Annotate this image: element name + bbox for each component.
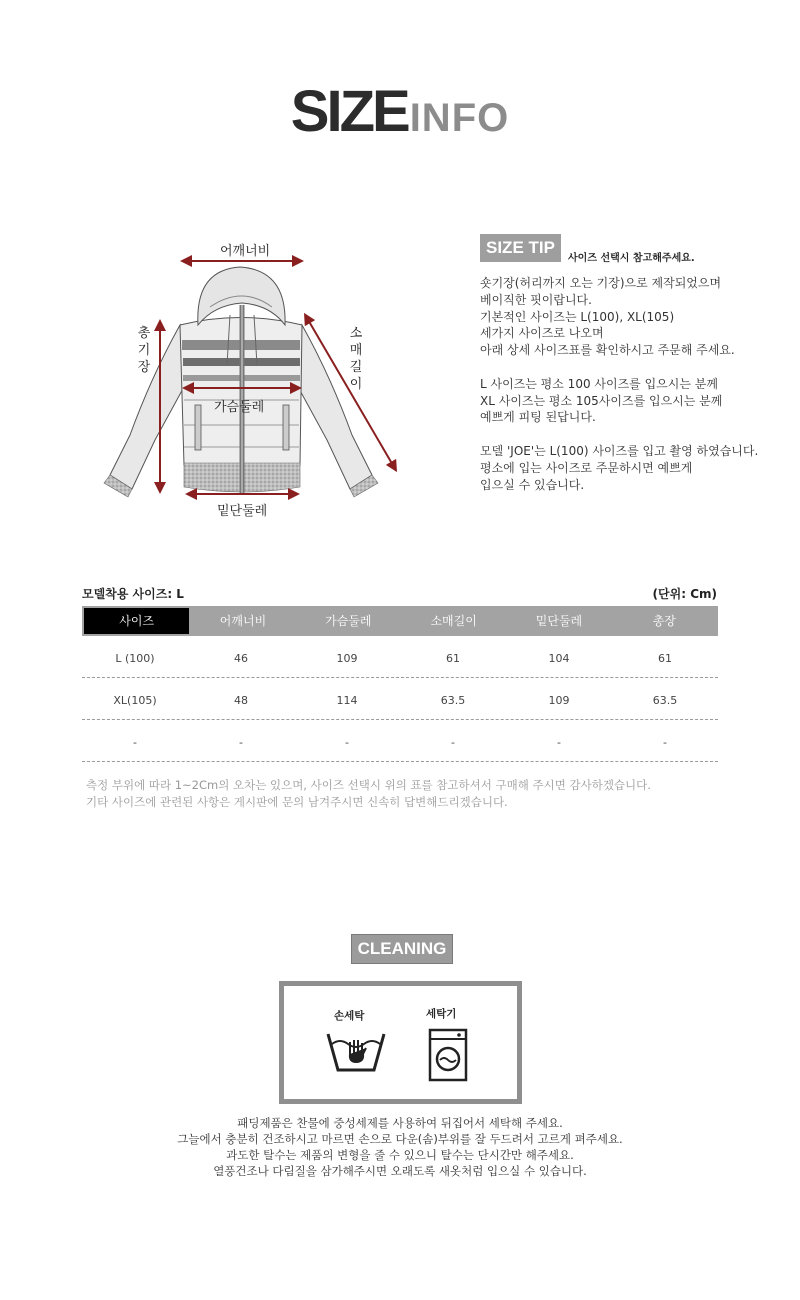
size-tip-subtitle: 사이즈 선택시 참고해주세요. bbox=[568, 253, 695, 264]
cleaning-badge: CLEANING bbox=[351, 934, 453, 964]
table-cell: 48 bbox=[234, 694, 248, 707]
table-cell: 109 bbox=[336, 652, 358, 665]
table-row bbox=[82, 720, 718, 762]
label-hem: 밑단둘레 bbox=[217, 504, 268, 519]
tip-paragraph bbox=[480, 376, 780, 426]
table-cell: XL(105) bbox=[113, 694, 157, 707]
label-chest: 가슴둘레 bbox=[214, 400, 265, 415]
label-total-length: 총 기 장 bbox=[137, 326, 151, 375]
washing-machine-icon bbox=[428, 1028, 468, 1082]
table-cell: 114 bbox=[336, 694, 358, 707]
tip-line: 평소에 입는 사이즈로 주문하시면 예쁘게 bbox=[480, 460, 693, 475]
table-cell: L (100) bbox=[115, 652, 155, 665]
note-line: 측정 부위에 따라 1~2Cm의 오차는 있으며, 사이즈 선택시 위의 표를 참고하셔서 구매해 주시면 감사하겠습니다. bbox=[86, 778, 651, 792]
table-row bbox=[82, 636, 718, 678]
care-line: 그늘에서 충분히 건조하시고 마르면 손으로 다운(솜)부위를 잘 두드려서 고르게 펴주세요. bbox=[177, 1132, 623, 1146]
tip-paragraph bbox=[480, 275, 780, 359]
hand-wash-icon bbox=[326, 1030, 386, 1078]
table-cell: - bbox=[451, 736, 455, 749]
table-cell: 61 bbox=[658, 652, 672, 665]
header-cell: 어깨너비 bbox=[219, 614, 267, 628]
size-info-title bbox=[0, 78, 800, 145]
table-cell: - bbox=[663, 736, 667, 749]
size-tip-badge: SIZE TIP bbox=[480, 234, 561, 262]
care-line: 패딩제품은 찬물에 중성세제를 사용하여 뒤집어서 세탁해 주세요. bbox=[237, 1116, 563, 1130]
hand-wash-label: 손세탁 bbox=[334, 1010, 365, 1022]
header-cell: 가슴둘레 bbox=[325, 614, 372, 628]
tip-paragraph bbox=[480, 443, 780, 493]
jacket-illustration bbox=[80, 225, 430, 525]
model-size-label: 모델착용 사이즈: L bbox=[82, 587, 184, 601]
tip-line: 숏기장(허리까지 오는 기장)으로 제작되었으며 bbox=[480, 276, 722, 290]
table-row bbox=[82, 678, 718, 720]
title-size: SIZE bbox=[290, 79, 408, 144]
tip-line: L 사이즈는 평소 100 사이즈를 입으시는 분께 bbox=[480, 376, 718, 391]
tip-line: XL 사이즈는 평소 105사이즈를 입으시는 분께 bbox=[480, 393, 723, 408]
header-cell: 밑단둘레 bbox=[535, 614, 583, 628]
care-line: 과도한 탈수는 제품의 변형을 줄 수 있으니 탈수는 단시간만 해주세요. bbox=[226, 1148, 574, 1162]
care-instructions bbox=[100, 1115, 700, 1179]
note-line: 기타 사이즈에 관련된 사항은 게시판에 문의 남겨주시면 신속히 답변해드리겠습니다. bbox=[86, 795, 508, 809]
measurement-note bbox=[86, 777, 651, 811]
table-cell: 63.5 bbox=[652, 694, 678, 707]
tip-line: 예쁘게 피팅 된답니다. bbox=[480, 410, 596, 425]
tip-line: 세가지 사이즈로 나오며 bbox=[480, 326, 604, 341]
label-sleeve: 소 매 길 이 bbox=[349, 326, 363, 392]
size-table bbox=[82, 606, 718, 762]
table-cell: - bbox=[557, 736, 561, 749]
care-line: 열풍건조나 다림질을 삼가해주시면 오래도록 새옷처럼 입으실 수 있습니다. bbox=[213, 1164, 587, 1178]
tip-line: 아래 상세 사이즈표를 확인하시고 주문해 주세요. bbox=[480, 343, 735, 358]
table-cell: - bbox=[345, 736, 349, 749]
cleaning-icons-box bbox=[279, 981, 522, 1104]
table-cell: 61 bbox=[446, 652, 460, 665]
size-tip-text bbox=[480, 275, 780, 510]
header-cell: 총장 bbox=[652, 614, 676, 628]
tip-line: 모델 'JOE'는 L(100) 사이즈를 입고 촬영 하였습니다. bbox=[480, 443, 759, 458]
unit-label: (단위: Cm) bbox=[652, 587, 717, 601]
title-info: INFO bbox=[409, 96, 510, 140]
tip-line: 기본적인 사이즈는 L(100), XL(105) bbox=[480, 309, 675, 324]
table-cell: 104 bbox=[548, 652, 570, 665]
header-cell: 사이즈 bbox=[84, 608, 189, 634]
tip-line: 입으실 수 있습니다. bbox=[480, 477, 585, 492]
table-cell: - bbox=[133, 736, 137, 749]
label-shoulder: 어깨너비 bbox=[220, 244, 271, 259]
table-header bbox=[82, 606, 718, 636]
table-cell: 109 bbox=[548, 694, 570, 707]
tip-line: 베이직한 핏이랍니다. bbox=[480, 292, 592, 307]
table-cell: 46 bbox=[234, 652, 248, 665]
table-cell: 63.5 bbox=[440, 694, 466, 707]
table-cell: - bbox=[239, 736, 243, 749]
header-cell: 소매길이 bbox=[430, 614, 477, 628]
measurement-diagram bbox=[80, 225, 430, 525]
washing-machine-label: 세탁기 bbox=[426, 1008, 457, 1020]
